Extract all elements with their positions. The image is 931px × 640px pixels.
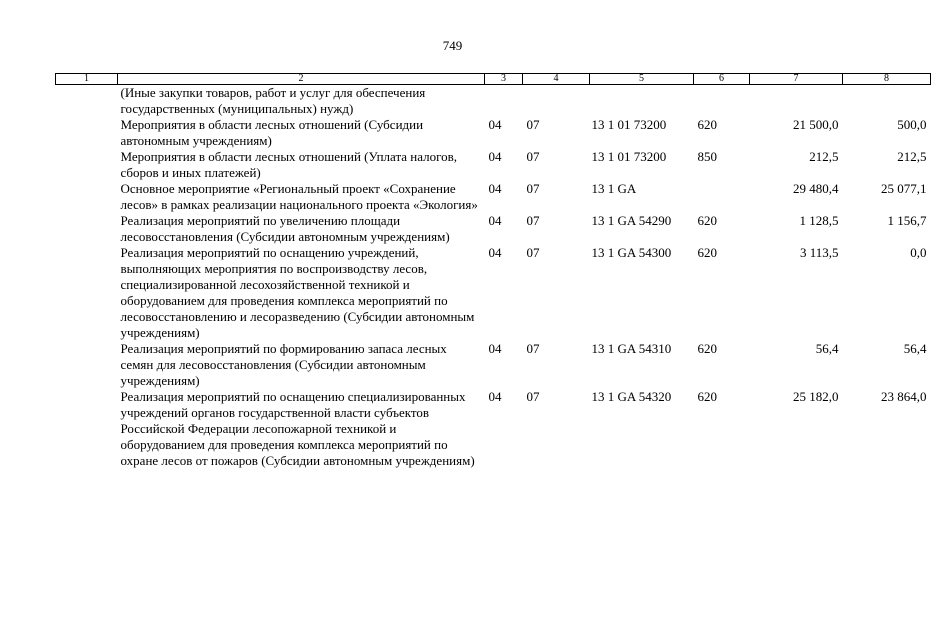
row-expense-type: 850 <box>697 149 717 164</box>
row-expense-type: 620 <box>697 117 717 132</box>
page-number: 749 <box>442 38 463 53</box>
row-amount-2: 25 077,1 <box>881 181 927 196</box>
row-subsection: 07 <box>526 149 540 164</box>
row-amount-1: 56,4 <box>815 341 839 356</box>
row-expense-type <box>694 85 750 118</box>
row-section: 04 <box>488 149 502 164</box>
row-expense-type: 620 <box>697 341 717 356</box>
table-row <box>56 85 931 118</box>
row-target-article: 13 1 GA <box>591 181 637 196</box>
row-name: Мероприятия в области лесных отношений (Субсидии автономным учреждениям) <box>120 117 424 148</box>
column-number: 1 <box>56 74 118 85</box>
row-target-article: 13 1 01 73200 <box>591 149 667 164</box>
row-target-article: 13 1 01 73200 <box>591 117 667 132</box>
row-name: Реализация мероприятий по оснащению специализированных учреждений органов государственной власти субъектов Российской Федерации лесопожарной техникой и оборудованием для проведения комплекса мероприятий по охране лесов от пожаров (Субсидии автономным учреждениям) <box>120 389 475 468</box>
row-target-article: 13 1 GA 54320 <box>591 389 672 404</box>
column-number: 3 <box>485 74 523 85</box>
row-amount-1: 21 500,0 <box>793 117 839 132</box>
row-section <box>485 85 523 118</box>
table-row <box>56 341 931 389</box>
row-section: 04 <box>488 389 502 404</box>
table-row <box>56 213 931 245</box>
column-number: 8 <box>843 74 931 85</box>
row-amount-2 <box>843 85 931 118</box>
column-number: 5 <box>590 74 694 85</box>
row-amount-1: 25 182,0 <box>793 389 839 404</box>
row-subsection: 07 <box>526 245 540 260</box>
table-row <box>56 389 931 469</box>
row-amount-2: 212,5 <box>897 149 927 164</box>
row-amount-2: 23 864,0 <box>881 389 927 404</box>
table-row <box>56 181 931 213</box>
row-amount-2: 1 156,7 <box>887 213 927 228</box>
column-number: 6 <box>694 74 750 85</box>
row-amount-1: 212,5 <box>809 149 839 164</box>
table-row <box>56 245 931 341</box>
row-name: Мероприятия в области лесных отношений (Уплата налогов, сборов и иных платежей) <box>120 149 458 180</box>
row-name: Реализация мероприятий по формированию запаса лесных семян для лесовосстановления (Субсидии автономным учреждениям) <box>120 341 447 388</box>
row-section: 04 <box>488 117 502 132</box>
row-amount-1: 1 128,5 <box>799 213 839 228</box>
row-section: 04 <box>488 245 502 260</box>
row-subsection: 07 <box>526 389 540 404</box>
table-row <box>56 117 931 149</box>
budget-table <box>55 73 931 469</box>
column-number-row <box>56 74 931 85</box>
column-number: 2 <box>118 74 485 85</box>
row-section: 04 <box>488 213 502 228</box>
row-expense-type: 620 <box>697 213 717 228</box>
row-name: Основное мероприятие «Региональный проект «Сохранение лесов» в рамках реализации национального проекта «Экология» <box>120 181 478 212</box>
row-subsection: 07 <box>526 181 540 196</box>
row-amount-2: 0,0 <box>910 245 927 260</box>
table-row <box>56 149 931 181</box>
row-target-article: 13 1 GA 54310 <box>591 341 672 356</box>
row-section: 04 <box>488 181 502 196</box>
row-expense-type: 620 <box>697 389 717 404</box>
row-target-article <box>590 85 694 118</box>
row-subsection: 07 <box>526 213 540 228</box>
column-number: 4 <box>523 74 590 85</box>
row-subsection: 07 <box>526 117 540 132</box>
row-name: Реализация мероприятий по оснащению учреждений, выполняющих мероприятия по воспроизводству лесов, специализированной лесохозяйственной техникой и оборудованием для проведения комплекса мероприятий по лесовосстановлению и лесоразведению (Субсидии автономным учреждениям) <box>120 245 475 340</box>
row-name: (Иные закупки товаров, работ и услуг для обеспечения государственных (муниципальных) нужд) <box>120 85 426 116</box>
row-section: 04 <box>488 341 502 356</box>
row-subsection: 07 <box>526 341 540 356</box>
row-subsection <box>523 85 590 118</box>
row-expense-type <box>694 181 750 213</box>
row-amount-1: 29 480,4 <box>793 181 839 196</box>
row-name: Реализация мероприятий по увеличению площади лесовосстановления (Субсидии автономным учреждениям) <box>120 213 450 244</box>
row-amount-1: 3 113,5 <box>799 245 839 260</box>
column-number: 7 <box>750 74 843 85</box>
row-amount-2: 56,4 <box>903 341 927 356</box>
row-amount-1 <box>750 85 843 118</box>
row-expense-type: 620 <box>697 245 717 260</box>
row-amount-2: 500,0 <box>897 117 927 132</box>
row-target-article: 13 1 GA 54300 <box>591 245 672 260</box>
row-target-article: 13 1 GA 54290 <box>591 213 672 228</box>
